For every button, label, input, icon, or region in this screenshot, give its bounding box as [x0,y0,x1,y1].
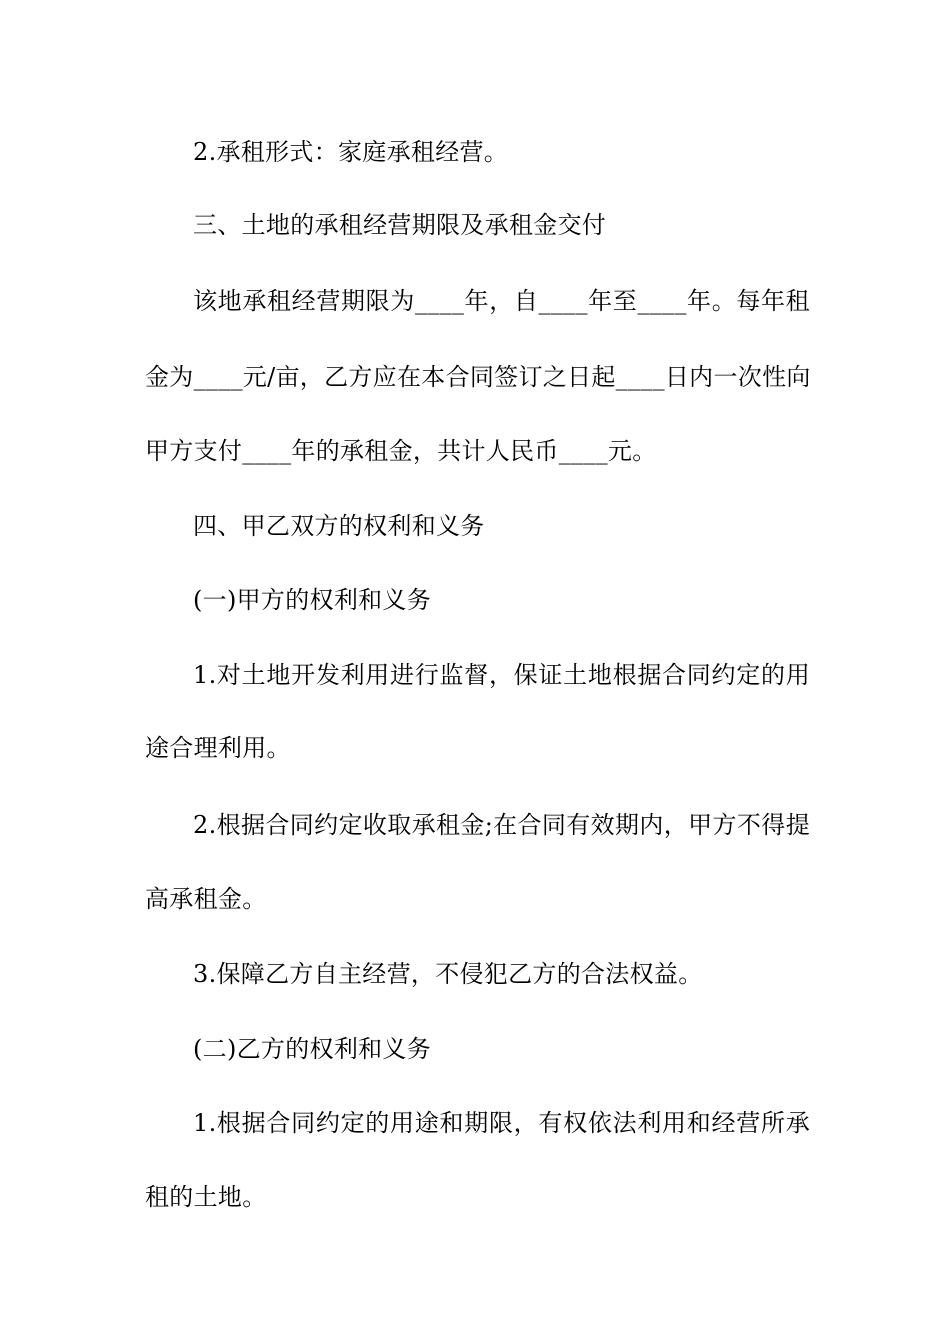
paragraph-line: 金为____元/亩，乙方应在本合同签订之日起____日内一次性向 [145,363,811,391]
paragraph-line: 1.对土地开发利用进行监督，保证土地根据合同约定的用 [193,661,810,689]
paragraph-line: 租的土地。 [145,1183,267,1211]
subsection-heading: (二)乙方的权利和义务 [193,1035,432,1063]
paragraph-line: 途合理利用。 [145,734,291,762]
paragraph-line: 1.根据合同约定的用途和期限，有权依法利用和经营所承 [193,1109,810,1137]
paragraph-line: 高承租金。 [145,885,267,913]
paragraph-line: 甲方支付____年的承租金，共计人民币____元。 [145,437,657,465]
paragraph-line: 3.保障乙方自主经营，不侵犯乙方的合法权益。 [193,960,703,988]
subsection-heading: (一)甲方的权利和义务 [193,586,432,614]
section-heading: 三、土地的承租经营期限及承租金交付 [193,211,607,239]
section-heading: 四、甲乙双方的权利和义务 [193,512,485,540]
paragraph-line: 2.根据合同约定收取承租金;在合同有效期内，甲方不得提 [193,811,810,839]
paragraph-line: 2.承租形式：家庭承租经营。 [193,138,509,166]
paragraph-line: 该地承租经营期限为____年，自____年至____年。每年租 [193,287,810,315]
